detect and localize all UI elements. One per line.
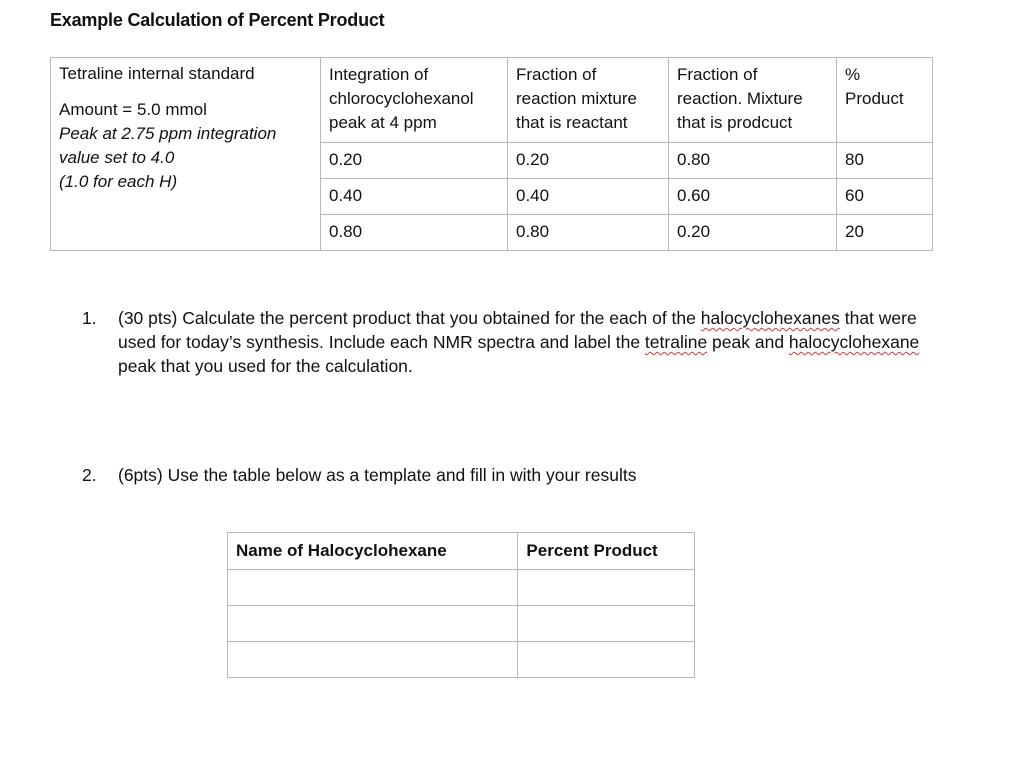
standard-label: Tetraline internal standard [59, 64, 255, 83]
table-cell: 0.80 [669, 143, 837, 179]
table-cell: 0.40 [508, 179, 669, 215]
spellcheck-word: halocyclohexanes [700, 308, 840, 328]
table-cell: 0.20 [508, 143, 669, 179]
example-calculation-table [50, 57, 933, 251]
table-cell: 0.20 [669, 215, 837, 251]
empty-cell[interactable] [518, 642, 695, 678]
empty-cell[interactable] [518, 570, 695, 606]
standard-peak-line-1: Peak at 2.75 ppm integration [59, 124, 277, 143]
standard-peak-line-3: (1.0 for each H) [59, 172, 178, 191]
header-percent-product: % Product [837, 58, 933, 143]
table-cell: 80 [837, 143, 933, 179]
table-row [228, 606, 695, 642]
empty-cell[interactable] [518, 606, 695, 642]
table-row [228, 642, 695, 678]
standard-peak-line-2: value set to 4.0 [59, 148, 175, 167]
empty-cell[interactable] [228, 570, 518, 606]
results-template-table [227, 532, 695, 678]
empty-cell[interactable] [228, 642, 518, 678]
spellcheck-word: halocyclohexane [788, 332, 920, 352]
table-row [228, 570, 695, 606]
header-halocyclohexane-name: Name of Halocyclohexane [228, 533, 518, 570]
question-list [82, 306, 938, 487]
table-cell: 0.60 [669, 179, 837, 215]
header-percent-product: Percent Product [518, 533, 695, 570]
table-cell: 0.80 [321, 215, 508, 251]
table-cell: 60 [837, 179, 933, 215]
table-cell: 0.20 [321, 143, 508, 179]
question-1: 1. (30 pts) Calculate the percent product that you obtained for the each of the halocyclohexanes that were used for today’s synthesis. Include each NMR spectra and label the tetraline peak and halocyclohexane peak that you used for the calculation. [82, 308, 920, 376]
spellcheck-word: tetraline [644, 332, 708, 352]
empty-cell[interactable] [228, 606, 518, 642]
question-2: 2. (6pts) Use the table below as a template and fill in with your results [82, 465, 637, 485]
standard-amount: Amount = 5.0 mmol [59, 100, 207, 119]
table-cell: 0.80 [508, 215, 669, 251]
header-fraction-product: Fraction of reaction. Mixture that is prodcuct [669, 58, 837, 143]
table-header-row [51, 58, 933, 143]
table-cell: 20 [837, 215, 933, 251]
internal-standard-cell [51, 58, 321, 251]
question-number: 2. [82, 465, 97, 485]
header-integration: Integration of chlorocyclohexanol peak at 4 ppm [321, 58, 508, 143]
header-fraction-reactant: Fraction of reaction mixture that is reactant [508, 58, 669, 143]
table-cell: 0.40 [321, 179, 508, 215]
table-header-row [228, 533, 695, 570]
page-title: Example Calculation of Percent Product [50, 10, 385, 30]
question-number: 1. [82, 308, 97, 328]
